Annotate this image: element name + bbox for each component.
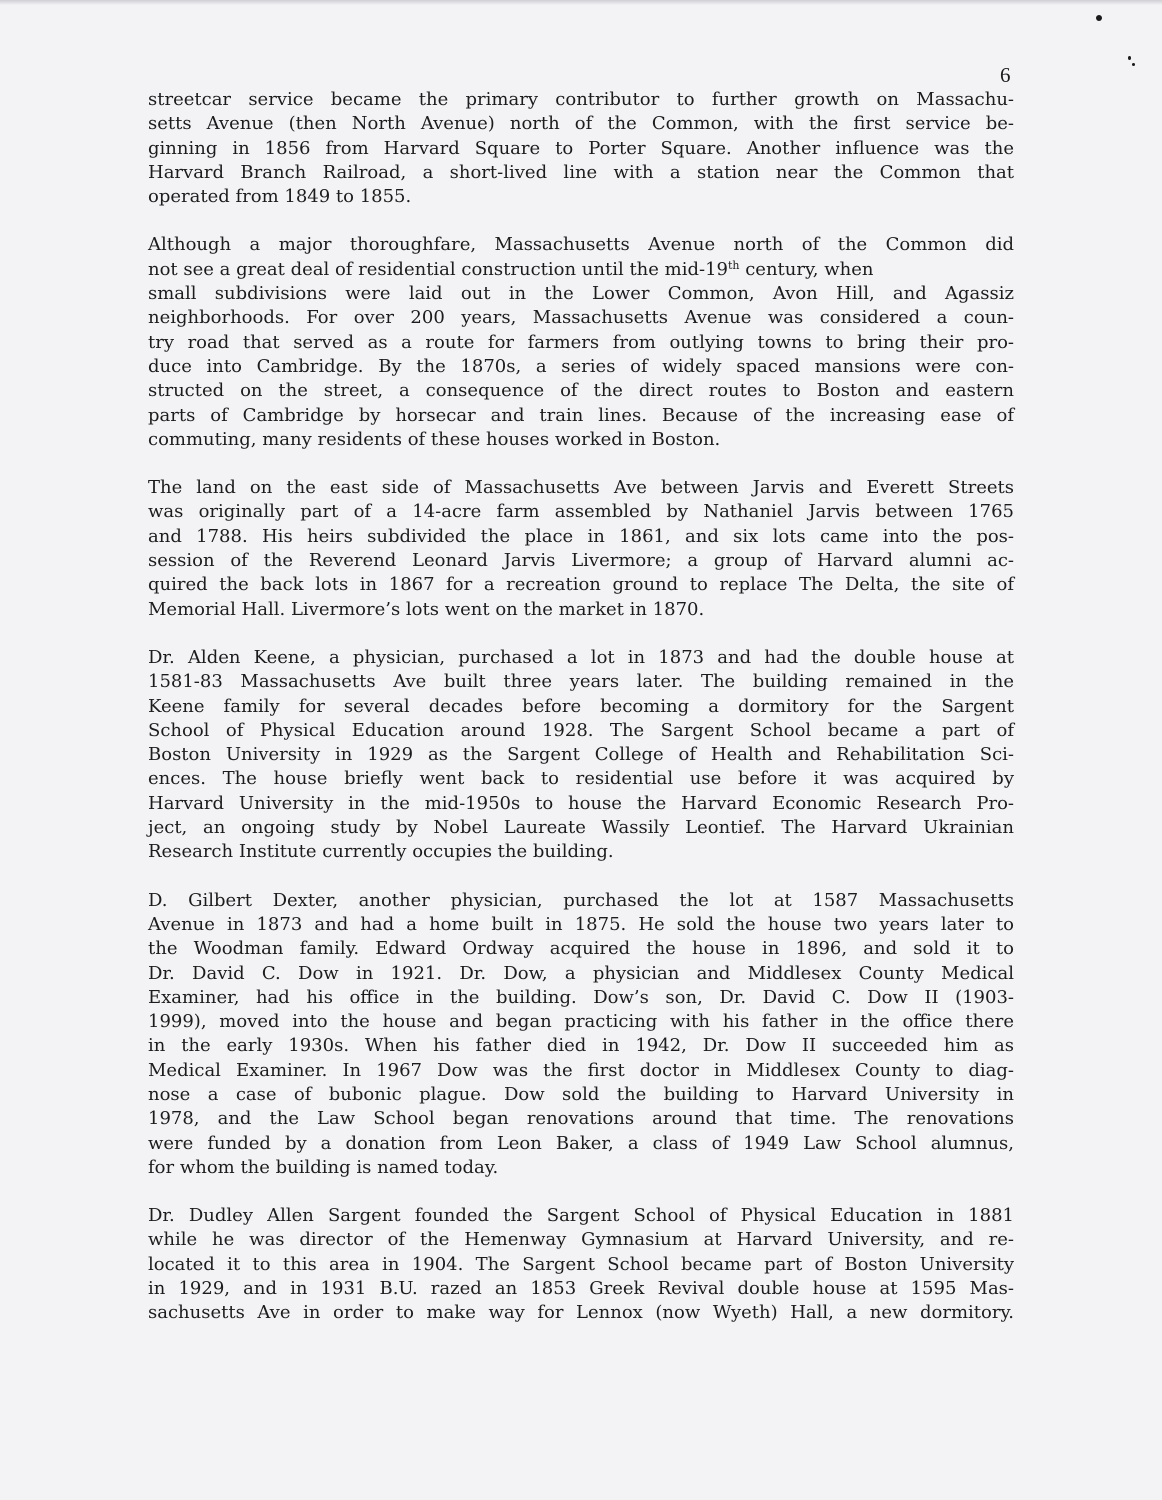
text-line: The land on the east side of Massachusetts Ave between Jarvis and Everett Streets <box>148 477 1014 499</box>
paragraph-thoroughfare <box>148 233 1014 452</box>
text-line: sachusetts Ave in order to make way for Lennox (now Wyeth) Hall, a new dormitory. <box>148 1302 1014 1324</box>
text-fragment: not see a great deal of residential construction until the mid-19 <box>148 258 728 280</box>
text-line: try road that served as a route for farmers from outlying towns to bring their pro- <box>148 331 1014 353</box>
text-line: parts of Cambridge by horsecar and train lines. Because of the increasing ease of <box>148 404 1014 426</box>
text-line: setts Avenue (then North Avenue) north of the Common, with the first service be- <box>148 113 1014 135</box>
text-line: in 1929, and in 1931 B.U. razed an 1853 Greek Revival double house at 1595 Mas- <box>148 1278 1014 1300</box>
text-line: commuting, many residents of these houses worked in Boston. <box>148 428 721 450</box>
paragraph-land <box>148 476 1014 622</box>
text-line: Avenue in 1873 and had a home built in 1875. He sold the house two years later to <box>148 913 1014 935</box>
text-line: nose a case of bubonic plague. Dow sold the building to Harvard University in <box>148 1083 1014 1105</box>
text-line: ences. The house briefly went back to residential use before it was acquired by <box>148 768 1014 790</box>
text-line: was originally part of a 14-acre farm assembled by Nathaniel Jarvis between 1765 <box>148 501 1014 523</box>
text-line: the Woodman family. Edward Ordway acquired the house in 1896, and sold it to <box>148 938 1014 960</box>
text-line <box>148 258 1014 282</box>
text-line: while he was director of the Hemenway Gymnasium at Harvard University, and re- <box>148 1229 1014 1251</box>
text-line: Dr. David C. Dow in 1921. Dr. Dow, a physician and Middlesex County Medical <box>148 962 1014 984</box>
scan-speck <box>1132 63 1135 66</box>
scan-speck <box>1096 15 1102 21</box>
text-line: Harvard Branch Railroad, a short-lived line with a station near the Common that <box>148 161 1014 183</box>
body-text <box>148 88 1014 1350</box>
text-line: for whom the building is named today. <box>148 1156 499 1178</box>
scan-top-edge <box>0 0 1162 5</box>
text-line: were funded by a donation from Leon Baker, a class of 1949 Law School alumnus, <box>148 1132 1014 1154</box>
text-line: 1999), moved into the house and began practicing with his father in the office there <box>148 1011 1014 1033</box>
paragraph-streetcar <box>148 88 1014 209</box>
text-line: session of the Reverend Leonard Jarvis Livermore; a group of Harvard alumni ac- <box>148 550 1014 572</box>
text-line: Harvard University in the mid-1950s to house the Harvard Economic Research Pro- <box>148 792 1014 814</box>
text-line: structed on the street, a consequence of the direct routes to Boston and eastern <box>148 380 1014 402</box>
text-line: neighborhoods. For over 200 years, Massachusetts Avenue was considered a coun- <box>148 307 1014 329</box>
scan-speck <box>1128 56 1131 60</box>
text-line: and 1788. His heirs subdivided the place in 1861, and six lots came into the pos- <box>148 525 1014 547</box>
text-line: 1581-83 Massachusetts Ave built three years later. The building remained in the <box>148 671 1014 693</box>
text-line: Memorial Hall. Livermore’s lots went on the market in 1870. <box>148 598 705 620</box>
text-line: Medical Examiner. In 1967 Dow was the first doctor in Middlesex County to diag- <box>148 1059 1014 1081</box>
text-line: D. Gilbert Dexter, another physician, purchased the lot at 1587 Massachusetts <box>148 889 1014 911</box>
text-line: Dr. Dudley Allen Sargent founded the Sargent School of Physical Education in 1881 <box>148 1205 1014 1227</box>
text-line: in the early 1930s. When his father died in 1942, Dr. Dow II succeeded him as <box>148 1035 1014 1057</box>
text-line: Boston University in 1929 as the Sargent College of Health and Rehabilitation Sci- <box>148 744 1014 766</box>
page-number: 6 <box>1000 63 1011 87</box>
superscript: th <box>727 258 740 272</box>
text-line: Research Institute currently occupies the building. <box>148 841 614 863</box>
text-line: School of Physical Education around 1928. The Sargent School became a part of <box>148 719 1014 741</box>
text-fragment: century, when <box>739 258 874 280</box>
text-line: small subdivisions were laid out in the Lower Common, Avon Hill, and Agassiz <box>148 283 1014 305</box>
text-line: duce into Cambridge. By the 1870s, a series of widely spaced mansions were con- <box>148 355 1014 377</box>
text-line: Although a major thoroughfare, Massachusetts Avenue north of the Common did <box>148 234 1014 256</box>
text-line: located it to this area in 1904. The Sargent School became part of Boston University <box>148 1253 1014 1275</box>
text-line: Dr. Alden Keene, a physician, purchased a lot in 1873 and had the double house at <box>148 646 1014 668</box>
text-line: ginning in 1856 from Harvard Square to Porter Square. Another influence was the <box>148 137 1014 159</box>
text-line: 1978, and the Law School began renovations around that time. The renovations <box>148 1108 1014 1130</box>
text-line: operated from 1849 to 1855. <box>148 186 412 208</box>
paragraph-dexter <box>148 889 1014 1181</box>
paragraph-sargent <box>148 1204 1014 1325</box>
text-line: streetcar service became the primary contributor to further growth on Massachu- <box>148 89 1014 110</box>
text-line: Keene family for several decades before becoming a dormitory for the Sargent <box>148 695 1014 717</box>
text-line: ject, an ongoing study by Nobel Laureate Wassily Leontief. The Harvard Ukrainian <box>148 817 1014 839</box>
paragraph-keene <box>148 646 1014 865</box>
text-line: quired the back lots in 1867 for a recreation ground to replace The Delta, the site of <box>148 574 1014 596</box>
text-line: Examiner, had his office in the building. Dow’s son, Dr. David C. Dow II (1903- <box>148 986 1014 1008</box>
